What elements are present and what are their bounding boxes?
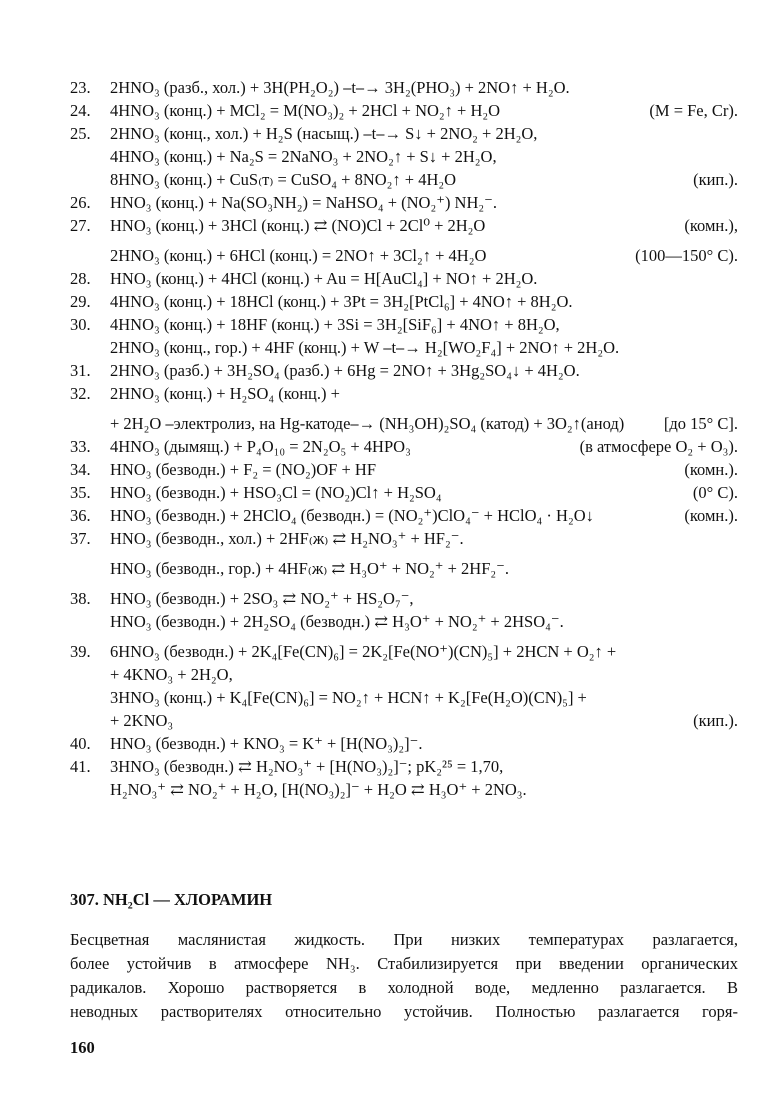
reaction-line bbox=[70, 76, 738, 99]
reaction-equation: 4HNO₃ (конц.) + MCl₂ = M(NO₃)₂ + 2HCl + NO₂↑ + H₂O bbox=[110, 101, 501, 120]
reaction-number: 25. bbox=[70, 124, 91, 143]
reaction-equation: HNO₃ (конц.) + 3HCl (конц.) ⇄ (NO)Cl + 2Cl⁰ + 2H₂O bbox=[110, 216, 486, 235]
paragraph-line: радикалов. Хорошо растворяется в холодной воде, медленно разлагается. В bbox=[70, 978, 738, 997]
description-paragraph bbox=[70, 928, 738, 1024]
reaction-number: 36. bbox=[70, 506, 91, 525]
reaction-line bbox=[70, 267, 738, 290]
reaction-equation: 2HNO₃ (разб.) + 3H₂SO₄ (разб.) + 6Hg = 2NO↑ + 3Hg₂SO₄↓ + 4H₂O. bbox=[110, 361, 580, 380]
reaction-equation: HNO₃ (безводн., хол.) + 2HF₍ж₎ ⇄ H₂NO₃⁺ + HF₂⁻. bbox=[110, 529, 464, 548]
reaction-line bbox=[70, 145, 738, 168]
reaction-equation: + 2H₂O ⎯электролиз, на Hg-катоде⎯→ (NH₃OH)₂SO₄ (катод) + 3O₂↑(анод) bbox=[110, 414, 625, 433]
reaction-line bbox=[70, 244, 738, 267]
reaction-equation: HNO₃ (безводн., гор.) + 4HF₍ж₎ ⇄ H₃O⁺ + NO₂⁺ + 2HF₂⁻. bbox=[110, 559, 509, 578]
reaction-line bbox=[70, 382, 738, 405]
reaction-equation: + 4KNO₃ + 2H₂O, bbox=[110, 665, 233, 684]
reaction-number: 34. bbox=[70, 460, 91, 479]
paragraph-line: Бесцветная маслянистая жидкость. При низких температурах разлагается, bbox=[70, 930, 738, 949]
reaction-line bbox=[70, 435, 738, 458]
reaction-number: 37. bbox=[70, 529, 91, 548]
reaction-condition: [до 15° C]. bbox=[663, 414, 738, 433]
reaction-line bbox=[70, 709, 738, 732]
reaction-equation: HNO₃ (безводн.) + KNO₃ = K⁺ + [H(NO₃)₂]⁻. bbox=[110, 734, 423, 753]
reaction-equation: 4HNO₃ (дымящ.) + P₄O₁₀ = 2N₂O₅ + 4HPO₃ bbox=[110, 437, 411, 456]
reaction-equation: 4HNO₃ (конц.) + 18HF (конц.) + 3Si = 3H₂[SiF₆] + 4NO↑ + 8H₂O, bbox=[110, 315, 560, 334]
reaction-line bbox=[70, 359, 738, 382]
reaction-line bbox=[70, 191, 738, 214]
reaction-condition: (0° C). bbox=[692, 483, 738, 502]
reaction-condition: (кип.). bbox=[693, 711, 738, 730]
reaction-line bbox=[70, 686, 738, 709]
reaction-number: 27. bbox=[70, 216, 91, 235]
reaction-condition: (в атмосфере O₂ + O₃). bbox=[579, 437, 738, 456]
reaction-equation: + 2KNO₃ bbox=[110, 711, 174, 730]
reaction-condition: (кип.). bbox=[693, 170, 738, 189]
reaction-number: 38. bbox=[70, 589, 91, 608]
reaction-line bbox=[70, 481, 738, 504]
reaction-line bbox=[70, 313, 738, 336]
reaction-line bbox=[70, 458, 738, 481]
reaction-condition: (комн.). bbox=[684, 460, 738, 479]
section-title: 307. NH₂Cl — ХЛОРАМИН bbox=[70, 890, 273, 909]
reaction-equation: H₂NO₃⁺ ⇄ NO₂⁺ + H₂O, [H(NO₃)₂]⁻ + H₂O ⇄ H₃O⁺ + 2NO₃. bbox=[110, 780, 527, 799]
reaction-equation: 2HNO₃ (конц., хол.) + H₂S (насыщ.) ⎯t⎯→ S↓ + 2NO₂ + 2H₂O, bbox=[110, 124, 538, 143]
reaction-number: 40. bbox=[70, 734, 91, 753]
reaction-equation: 4HNO₃ (конц.) + 18HCl (конц.) + 3Pt = 3H₂[PtCl₆] + 4NO↑ + 8H₂O. bbox=[110, 292, 573, 311]
reaction-equation: 8HNO₃ (конц.) + CuS₍т₎ = CuSO₄ + 8NO₂↑ + 4H₂O bbox=[110, 170, 457, 189]
reaction-equation: HNO₃ (безводн.) + 2HClO₄ (безводн.) = (NO₂⁺)ClO₄⁻ + HClO₄ · H₂O↓ bbox=[110, 506, 594, 525]
reaction-equation: 4HNO₃ (конц.) + Na₂S = 2NaNO₃ + 2NO₂↑ + S↓ + 2H₂O, bbox=[110, 147, 497, 166]
reaction-line bbox=[70, 99, 738, 122]
reaction-condition: (100—150° C). bbox=[635, 246, 738, 265]
reaction-line bbox=[70, 640, 738, 663]
reaction-list bbox=[70, 76, 738, 801]
paragraph-line: более устойчив в атмосфере NH₃. Стабилизируется при введении органических bbox=[70, 954, 738, 973]
paragraph-line: неводных растворителях относительно устойчив. Полностью разлагается горя- bbox=[70, 1002, 738, 1021]
reaction-line bbox=[70, 755, 738, 778]
reaction-line bbox=[70, 290, 738, 313]
reaction-condition: (комн.). bbox=[684, 506, 738, 525]
reaction-number: 23. bbox=[70, 78, 91, 97]
reaction-number: 33. bbox=[70, 437, 91, 456]
reaction-equation: 3HNO₃ (конц.) + K₄[Fe(CN)₆] = NO₂↑ + HCN↑ + K₂[Fe(H₂O)(CN)₅] + bbox=[110, 688, 587, 707]
reaction-line bbox=[70, 504, 738, 527]
reaction-equation: HNO₃ (безводн.) + 2H₂SO₄ (безводн.) ⇄ H₃O⁺ + NO₂⁺ + 2HSO₄⁻. bbox=[110, 612, 564, 631]
reaction-line bbox=[70, 557, 738, 580]
reaction-line bbox=[70, 527, 738, 550]
reaction-condition: (M = Fe, Cr). bbox=[649, 101, 738, 120]
reaction-equation: 2HNO₃ (разб., хол.) + 3H(PH₂O₂) ⎯t⎯→ 3H₂(PHO₃) + 2NO↑ + H₂O. bbox=[110, 78, 570, 97]
reaction-equation: 3HNO₃ (безводн.) ⇄ H₂NO₃⁺ + [H(NO₃)₂]⁻; pK₂²⁵ = 1,70, bbox=[110, 757, 504, 776]
reaction-condition: (комн.), bbox=[684, 216, 738, 235]
reaction-line bbox=[70, 778, 738, 801]
reaction-line bbox=[70, 168, 738, 191]
reaction-number: 29. bbox=[70, 292, 91, 311]
reaction-line bbox=[70, 122, 738, 145]
reaction-number: 32. bbox=[70, 384, 91, 403]
reaction-number: 28. bbox=[70, 269, 91, 288]
reaction-line bbox=[70, 587, 738, 610]
reaction-number: 31. bbox=[70, 361, 91, 380]
reaction-equation: HNO₃ (конц.) + Na(SO₃NH₂) = NaHSO₄ + (NO₂⁺) NH₂⁻. bbox=[110, 193, 497, 212]
reaction-equation: 2HNO₃ (конц.) + 6HCl (конц.) = 2NO↑ + 3Cl₂↑ + 4H₂O bbox=[110, 246, 487, 265]
reaction-equation: HNO₃ (конц.) + 4HCl (конц.) + Au = H[AuCl₄] + NO↑ + 2H₂O. bbox=[110, 269, 538, 288]
page-number: 160 bbox=[70, 1038, 95, 1057]
reaction-number: 30. bbox=[70, 315, 91, 334]
reaction-equation: 6HNO₃ (безводн.) + 2K₄[Fe(CN)₆] = 2K₂[Fe(NO⁺)(CN)₅] + 2HCN + O₂↑ + bbox=[110, 642, 617, 661]
reaction-line bbox=[70, 663, 738, 686]
reaction-equation: HNO₃ (безводн.) + HSO₃Cl = (NO₂)Cl↑ + H₂SO₄ bbox=[110, 483, 442, 502]
reaction-equation: HNO₃ (безводн.) + 2SO₃ ⇄ NO₂⁺ + HS₂O₇⁻, bbox=[110, 589, 414, 608]
reaction-number: 35. bbox=[70, 483, 91, 502]
reaction-line bbox=[70, 214, 738, 237]
reaction-line bbox=[70, 336, 738, 359]
reaction-number: 39. bbox=[70, 642, 91, 661]
reaction-line bbox=[70, 412, 738, 435]
reaction-number: 24. bbox=[70, 101, 91, 120]
reaction-number: 41. bbox=[70, 757, 91, 776]
reaction-line bbox=[70, 732, 738, 755]
reaction-equation: 2HNO₃ (конц.) + H₂SO₄ (конц.) + bbox=[110, 384, 340, 403]
reaction-line bbox=[70, 610, 738, 633]
reaction-equation: 2HNO₃ (конц., гор.) + 4HF (конц.) + W ⎯t⎯→ H₂[WO₂F₄] + 2NO↑ + 2H₂O. bbox=[110, 338, 620, 357]
reaction-number: 26. bbox=[70, 193, 91, 212]
reaction-equation: HNO₃ (безводн.) + F₂ = (NO₂)OF + HF bbox=[110, 460, 376, 479]
